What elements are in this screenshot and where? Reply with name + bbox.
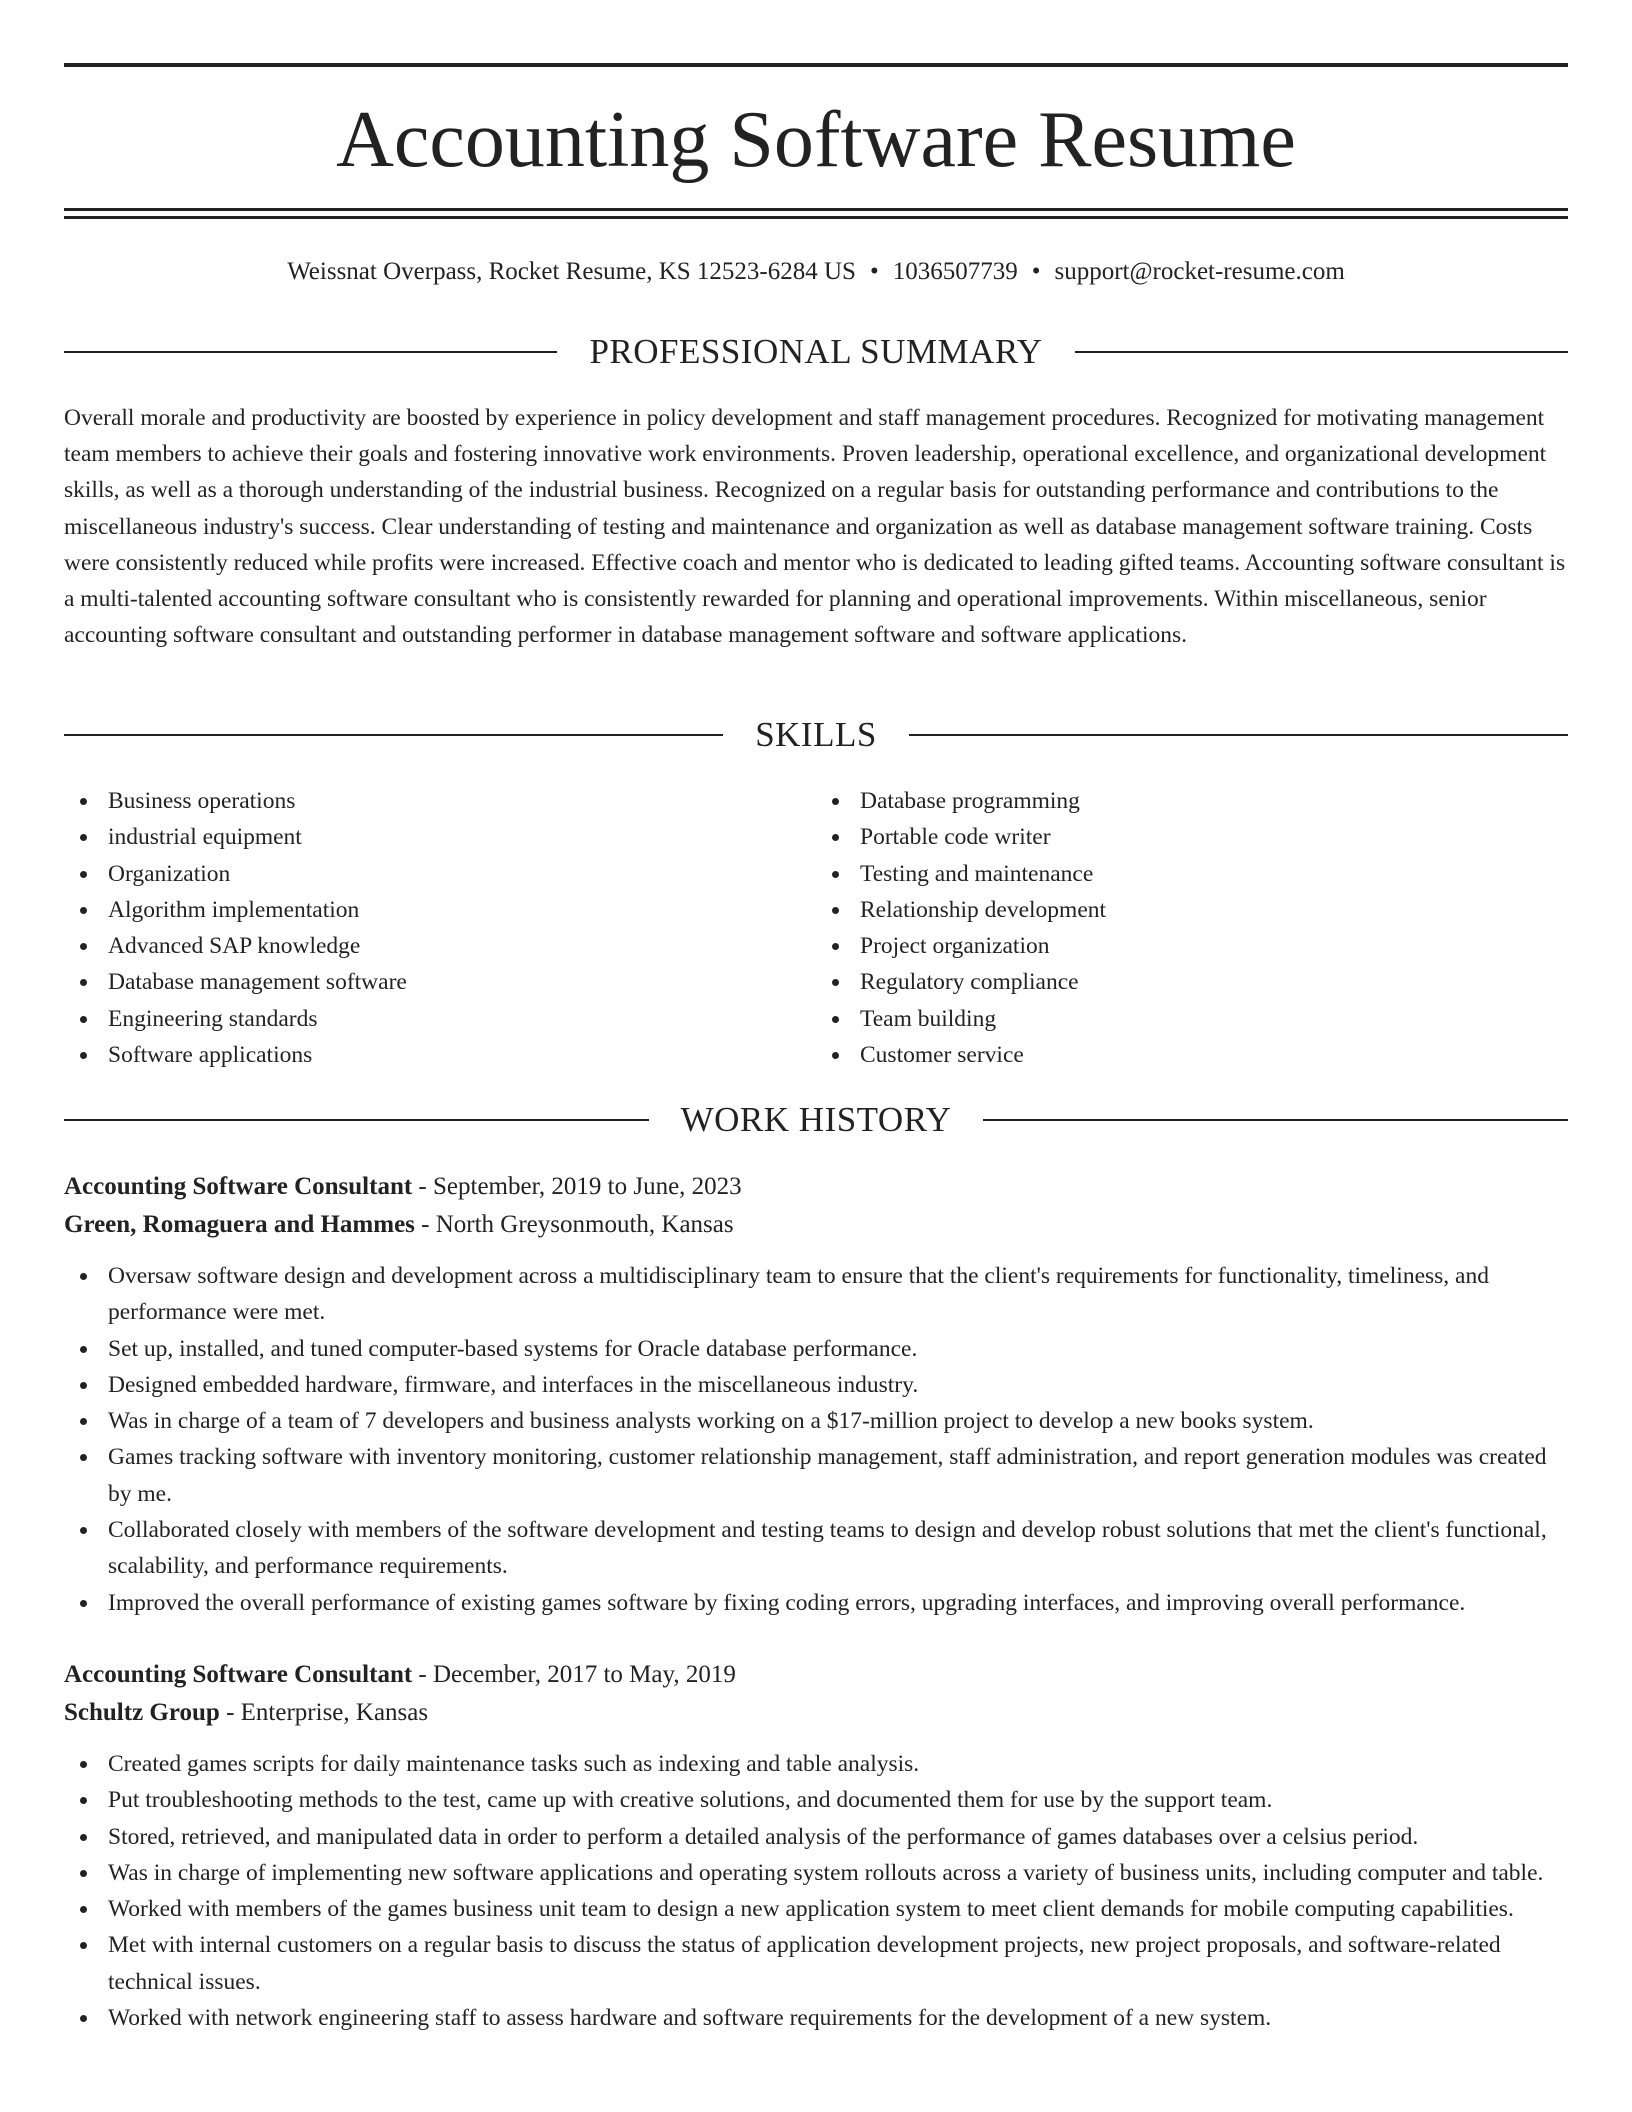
job-location: - North Greysonmouth, Kansas bbox=[414, 1211, 734, 1238]
section-heading-skills bbox=[64, 713, 1568, 757]
job-entry bbox=[64, 1168, 1568, 1621]
skill-item: Advanced SAP knowledge bbox=[64, 928, 816, 964]
job-bullet: Stored, retrieved, and manipulated data in order to perform a detailed analysis of the performance of games databases over a celsius period. bbox=[64, 1819, 1568, 1855]
section-heading-work-history bbox=[64, 1098, 1568, 1142]
skill-item: Portable code writer bbox=[816, 819, 1568, 855]
section-title: SKILLS bbox=[755, 715, 877, 754]
job-bullet: Was in charge of a team of 7 developers and business analysts working on a $17-million project to develop a new books system. bbox=[64, 1403, 1568, 1439]
job-bullets bbox=[64, 1746, 1568, 2036]
top-rule bbox=[64, 63, 1568, 67]
contact-email: support@rocket-resume.com bbox=[1054, 258, 1345, 285]
job-title-line bbox=[64, 1656, 1568, 1694]
section-title: PROFESSIONAL SUMMARY bbox=[589, 332, 1043, 371]
skill-item: Customer service bbox=[816, 1037, 1568, 1073]
job-company-line bbox=[64, 1694, 1568, 1732]
job-bullet: Put troubleshooting methods to the test, came up with creative solutions, and documented them for use by the support team. bbox=[64, 1782, 1568, 1818]
job-company-line bbox=[64, 1206, 1568, 1244]
job-bullet: Set up, installed, and tuned computer-based systems for Oracle database performance. bbox=[64, 1331, 1568, 1367]
skill-item: Business operations bbox=[64, 783, 816, 819]
job-entry bbox=[64, 1656, 1568, 2036]
skills-column-left bbox=[64, 783, 816, 1073]
section-title: WORK HISTORY bbox=[680, 1100, 952, 1139]
job-dates: - September, 2019 to June, 2023 bbox=[412, 1173, 742, 1200]
skills-list bbox=[64, 783, 1568, 1073]
contact-address: Weissnat Overpass, Rocket Resume, KS 12523-6284 US bbox=[287, 258, 856, 285]
skill-item: Testing and maintenance bbox=[816, 856, 1568, 892]
skill-item: Algorithm implementation bbox=[64, 892, 816, 928]
skill-item: Organization bbox=[64, 856, 816, 892]
job-bullet: Worked with network engineering staff to assess hardware and software requirements for the development of a new system. bbox=[64, 2000, 1568, 2036]
job-dates: - December, 2017 to May, 2019 bbox=[412, 1661, 736, 1688]
job-bullet: Was in charge of implementing new software applications and operating system rollouts across a variety of business units, including computer and table. bbox=[64, 1855, 1568, 1891]
job-bullet: Designed embedded hardware, firmware, and interfaces in the miscellaneous industry. bbox=[64, 1367, 1568, 1403]
job-title: Accounting Software Consultant bbox=[64, 1661, 413, 1688]
job-bullet: Oversaw software design and development across a multidisciplinary team to ensure that the client's requirements for functionality, timeliness, and performance were met. bbox=[64, 1258, 1568, 1331]
job-title: Accounting Software Consultant bbox=[64, 1173, 413, 1200]
job-company: Schultz Group bbox=[64, 1699, 220, 1726]
skill-item: Engineering standards bbox=[64, 1001, 816, 1037]
job-title-line bbox=[64, 1168, 1568, 1206]
job-bullet: Improved the overall performance of existing games software by fixing coding errors, upgrading interfaces, and improving overall performance. bbox=[64, 1585, 1568, 1621]
job-company: Green, Romaguera and Hammes bbox=[64, 1211, 415, 1238]
job-bullet: Worked with members of the games business unit team to design a new application system to meet client demands for mobile computing capabilities. bbox=[64, 1891, 1568, 1927]
skill-item: Database management software bbox=[64, 964, 816, 1000]
heading-rule bbox=[64, 734, 723, 736]
contact-separator: • bbox=[869, 258, 879, 285]
job-bullet: Created games scripts for daily maintenance tasks such as indexing and table analysis. bbox=[64, 1746, 1568, 1782]
contact-separator: • bbox=[1031, 258, 1041, 285]
skill-item: Team building bbox=[816, 1001, 1568, 1037]
contact-phone: 1036507739 bbox=[892, 258, 1018, 285]
summary-text: Overall morale and productivity are boosted by experience in policy development and staff management procedures. Recognized for motivating management team members to achieve their goals and fostering innovative work environments. Proven leadership, operational excellence, and organizational development skills, as well as a thorough understanding of the industrial business. Recognized on a regular basis for outstanding performance and contributions to the miscellaneous industry's success. Clear understanding of testing and maintenance and organization as well as database management software training. Costs were consistently reduced while profits were increased. Effective coach and mentor who is dedicated to leading gifted teams. Accounting software consultant is a multi-talented accounting software consultant who is consistently rewarded for planning and operational improvements. Within miscellaneous, senior accounting software consultant and outstanding performer in database management software and software applications. bbox=[64, 405, 1566, 649]
skill-item: Database programming bbox=[816, 783, 1568, 819]
skill-item: Project organization bbox=[816, 928, 1568, 964]
skill-item: Regulatory compliance bbox=[816, 964, 1568, 1000]
heading-rule bbox=[909, 734, 1568, 736]
job-location: - Enterprise, Kansas bbox=[219, 1699, 429, 1726]
title-double-rule bbox=[64, 208, 1568, 219]
job-bullet: Games tracking software with inventory monitoring, customer relationship management, staff administration, and report generation modules was created by me. bbox=[64, 1439, 1568, 1512]
skill-item: Software applications bbox=[64, 1037, 816, 1073]
heading-rule bbox=[64, 1119, 649, 1121]
job-bullets bbox=[64, 1258, 1568, 1621]
section-heading-summary bbox=[64, 330, 1568, 374]
job-bullet: Collaborated closely with members of the software development and testing teams to design and develop robust solutions that met the client's functional, scalability, and performance requirements. bbox=[64, 1512, 1568, 1585]
heading-rule bbox=[983, 1119, 1568, 1121]
skills-column-right bbox=[816, 783, 1568, 1073]
contact-line bbox=[64, 255, 1568, 289]
resume-title: Accounting Software Resume bbox=[336, 96, 1296, 184]
job-bullet: Met with internal customers on a regular basis to discuss the status of application development projects, new project proposals, and software-related technical issues. bbox=[64, 1927, 1568, 2000]
heading-rule bbox=[64, 351, 557, 353]
heading-rule bbox=[1075, 351, 1568, 353]
skill-item: industrial equipment bbox=[64, 819, 816, 855]
skill-item: Relationship development bbox=[816, 892, 1568, 928]
